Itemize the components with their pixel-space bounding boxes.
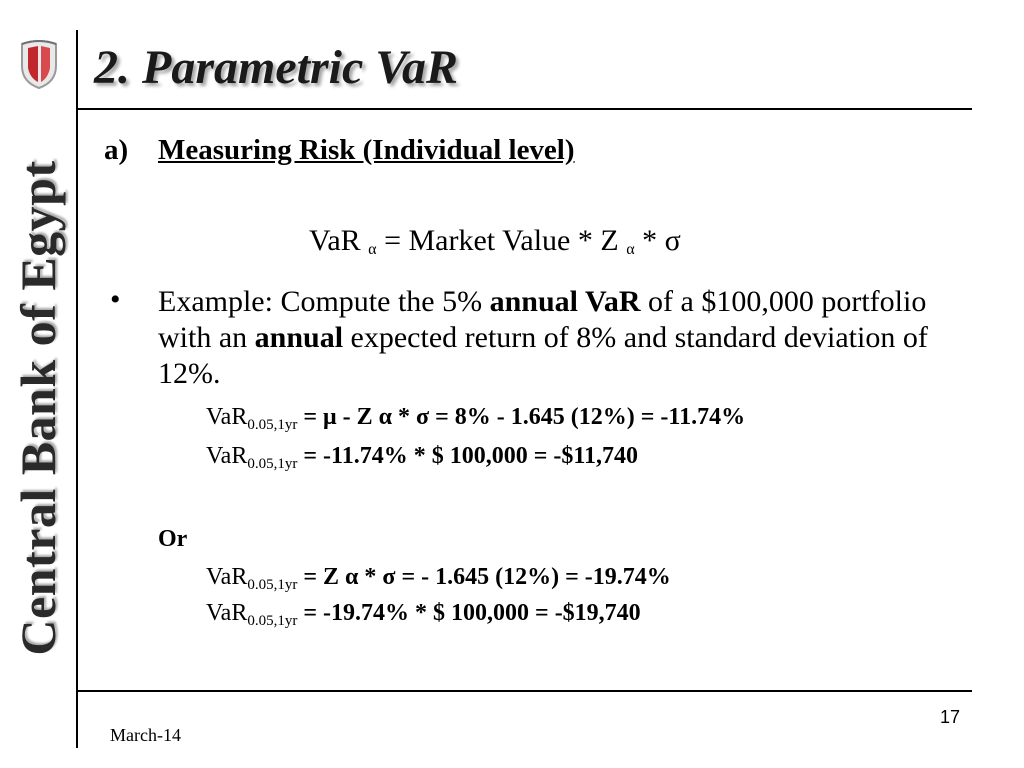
example-part-2: of a $100,000 portfolio with an [158,285,927,354]
title-divider [78,108,972,110]
example-part-1: Example: Compute the 5% [158,285,490,318]
calculation-line-3 [206,564,671,594]
vertical-divider [76,30,78,748]
slide-title: 2. Parametric VaR [94,41,459,94]
subheading-text: Measuring Risk (Individual level) [158,134,575,166]
subheading-label: a) [104,134,129,166]
calculation-line-4 [206,600,641,630]
formula-end: * σ [642,224,681,257]
calc-3-sub: 0.05,1yr [247,577,298,593]
bank-logo-icon [18,40,60,90]
calc-3-var: VaR [206,564,248,590]
calculation-line-1 [206,404,745,434]
or-label: Or [158,526,188,552]
calc-1-sub: 0.05,1yr [247,417,298,433]
formula-middle: = Market Value * Z [384,224,619,257]
example-part-3: expected return of 8% and standard deviation of 12%. [158,321,928,390]
var-formula [309,224,681,259]
calc-4-var: VaR [206,600,248,626]
example-text [158,284,938,392]
footer-date: March-14 [110,725,181,745]
calc-4-sub: 0.05,1yr [247,613,298,629]
bullet-symbol: • [110,283,121,316]
calc-4-expr: = -19.74% * $ 100,000 = -$19,740 [303,600,641,626]
page-number: 17 [940,707,961,727]
calc-3-expr: = Z α * σ = - 1.645 (12%) = -19.74% [303,564,671,590]
calc-2-var: VaR [206,443,248,469]
calc-1-var: VaR [206,404,248,430]
sidebar-bank-name: Central Bank of Egypt [10,160,66,656]
calculation-line-2 [206,443,638,473]
example-bold-1: annual VaR [489,285,641,318]
calc-2-sub: 0.05,1yr [247,456,298,472]
formula-alpha-2: α [626,241,635,258]
formula-lhs: VaR [309,224,361,257]
calc-1-expr: = μ - Z α * σ = 8% - 1.645 (12%) = -11.74% [303,404,746,430]
example-bold-2: annual [254,321,344,354]
calc-2-expr: = -11.74% * $ 100,000 = -$11,740 [303,443,639,469]
formula-alpha-1: α [368,241,377,258]
footer-divider [78,690,972,692]
